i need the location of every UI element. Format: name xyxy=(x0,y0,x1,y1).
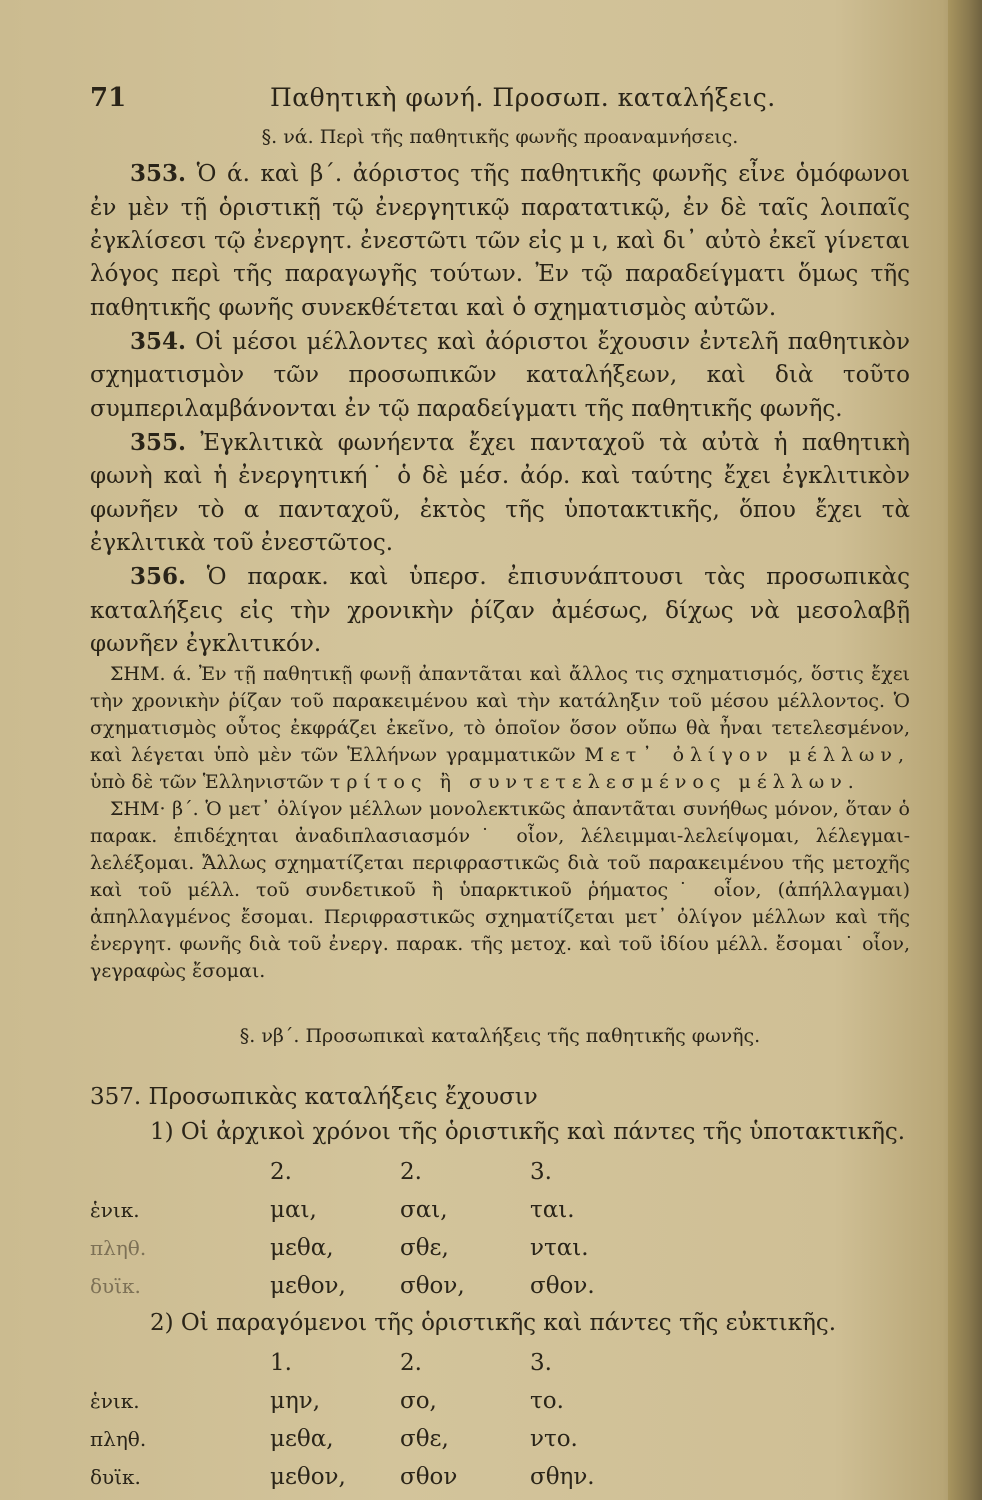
table-header-row xyxy=(90,1345,660,1383)
column-head: 2. xyxy=(400,1158,422,1185)
number-label: ἑνικ. xyxy=(90,1389,140,1414)
paragraph-353 xyxy=(90,157,910,325)
column-head: 3. xyxy=(530,1349,552,1376)
section-title-2: §. νβ΄. Προσωπικαὶ καταλήξεις τῆς παθητικῆς φωνῆς. xyxy=(239,1025,761,1048)
table-row xyxy=(90,1383,660,1421)
note-text: ὑπὸ δὲ τῶν Ἑλληνιστῶν xyxy=(90,771,324,794)
spaced-term: Μετ᾽ ὀλίγον μέλλων, xyxy=(584,744,910,767)
column-head: 2. xyxy=(400,1349,422,1376)
paragraph-number: 353. xyxy=(130,160,187,188)
ending-cell: σθε, xyxy=(400,1234,449,1261)
column-head: 3. xyxy=(530,1158,552,1185)
ending-cell: ντο. xyxy=(530,1425,578,1452)
number-label: δυϊκ. xyxy=(90,1273,141,1298)
ending-cell: σθε, xyxy=(400,1425,449,1452)
ending-cell: σαι, xyxy=(400,1196,448,1223)
column-head: 1. xyxy=(270,1349,292,1376)
paragraph-354 xyxy=(90,325,910,426)
paragraph-text: Ὁ ά. καὶ β΄. ἀόριστος τῆς παθητικῆς φωνῆς εἶνε ὁμόφωνοι ἐν μὲν τῇ ὁριστικῇ τῷ ἐνεργητικῷ παρατατικῷ, ἐν δὲ ταῖς λοιπαῖς ἐγκλίσεσι τῷ ἐνεργητ. ἐνεστῶτι τῶν εἰς μ ι, καὶ δι᾽ αὐτὸ ἐκεῖ γίνεται λόγος περὶ τῆς παραγωγῆς τούτων. Ἐν τῷ παραδείγματι ὅμως τῆς παθητικῆς φωνῆς συνεκθέτεται καὶ ὁ σχηματισμὸς αὐτῶν. xyxy=(90,161,911,321)
running-head: Παθητικὴ φωνή. Προσωπ. καταλήξεις. xyxy=(270,83,776,112)
ending-cell: σθον xyxy=(400,1463,458,1490)
paragraph-text: Ἐγκλιτικὰ φωνήεντα ἔχει πανταχοῦ τὰ αὐτὰ ἡ παθητικὴ φωνὴ καὶ ἡ ἐνεργητική˙ ὁ δὲ μέσ. ἀόρ. καὶ ταύτης ἔχει ἐγκλιτικὸν φωνῆεν τὸ α πανταχοῦ, ἐκτὸς τῆς ὑποτακτικῆς, ὅπου ἔχει τὰ ἐγκλιτικὰ τοῦ ἐνεστῶτος. xyxy=(90,429,910,557)
table-row xyxy=(90,1267,660,1305)
note-text: ΣΗΜ. ά. Ἐν τῇ παθητικῇ φωνῇ ἀπαντᾶται καὶ ἄλλος τις σχηματισμός, ὅστις ἔχει τὴν χρονικὴν ῥίζαν τοῦ παρακειμένου καὶ τὴν κατάληξιν τοῦ μέσου μέλλοντος. Ὁ σχηματισμὸς οὗτος ἐκφράζει ἐκεῖνο, τὸ ὁποῖον ὅσον οὔπω θὰ ἦναι τετελεσμένον, καὶ λέγεται ὑπὸ μὲν τῶν Ἑλλήνων γραμματικῶν xyxy=(90,663,910,767)
section-title-1: §. νά. Περὶ τῆς παθητικῆς φωνῆς προαναμνήσεις. xyxy=(261,125,739,148)
ending-cell: σθην. xyxy=(530,1463,595,1490)
ending-cell: μαι, xyxy=(270,1196,317,1223)
number-label: ἑνικ. xyxy=(90,1197,140,1222)
group-1-heading: 1) Οἱ ἀρχικοὶ χρόνοι τῆς ὁριστικῆς καὶ πάντες τῆς ὑποτακτικῆς. xyxy=(150,1118,906,1145)
note-1 xyxy=(90,661,910,796)
paragraph-text: Προσωπικὰς καταλήξεις ἔχουσιν xyxy=(148,1083,538,1110)
paragraph-number: 354. xyxy=(130,327,187,355)
column-head: 2. xyxy=(270,1158,292,1185)
ending-cell: σο, xyxy=(400,1387,437,1414)
ending-cell: ται. xyxy=(530,1196,575,1223)
paragraph-355 xyxy=(90,426,910,560)
paragraph-number: 356. xyxy=(130,563,187,591)
endings-table-1 xyxy=(90,1153,660,1305)
paragraph-text: Ὁ παρακ. καὶ ὑπερσ. ἐπισυνάπτουσι τὰς προσωπικὰς καταλήξεις εἰς τὴν χρονικὴν ῥίζαν ἀμέσως, δίχως νὰ μεσολαβῇ φωνῆεν ἐγκλιτικόν. xyxy=(90,564,910,658)
page-content xyxy=(90,80,910,1497)
ending-cell: μεθον, xyxy=(270,1272,346,1299)
ending-cell: σθον. xyxy=(530,1272,595,1299)
table-row xyxy=(90,1459,660,1497)
note-2: ΣΗΜ· β΄. Ὁ μετ᾽ ὀλίγον μέλλων μονολεκτικῶς ἀπαντᾶται συνήθως μόνον, ὅταν ὁ παρακ. ἐπιδέχηται ἀναδιπλασιασμόν˙ οἷον, λέλειμμαι-λελείψομαι, λέλεγμαι-λελέξομαι. Ἄλλως σχηματίζεται περιφραστικῶς διὰ τοῦ παρακειμένου τῆς μετοχῆς καὶ τοῦ μέλλ. τοῦ συνδετικοῦ ἢ ὑπαρκτικοῦ ῥήματος˙ οἷον, (ἀπήλλαγμαι) ἀπηλλαγμένος ἔσομαι. Περιφραστικῶς σχηματίζεται μετ᾽ ὀλίγον μέλλων καὶ τῆς ἐνεργητ. φωνῆς διὰ τοῦ ἐνεργ. παρακ. τῆς μετοχ. καὶ τοῦ ἰδίου μέλλ. ἔσομαι˙ οἷον, γεγραφὼς ἔσομαι. xyxy=(90,798,910,983)
ending-cell: νται. xyxy=(530,1234,589,1261)
paragraph-number: 357. xyxy=(90,1083,142,1110)
page-spine-edge xyxy=(948,0,982,1500)
endings-table-2 xyxy=(90,1345,660,1497)
table-row xyxy=(90,1421,660,1459)
number-label: δυϊκ. xyxy=(90,1465,141,1490)
paragraph-number: 355. xyxy=(130,428,187,456)
ending-cell: μην, xyxy=(270,1387,321,1414)
spaced-term: τρίτος ἢ συντετελεσμένος μέλλων. xyxy=(329,771,860,794)
group-2-heading: 2) Οἱ παραγόμενοι τῆς ὁριστικῆς καὶ πάντες τῆς εὐκτικῆς. xyxy=(150,1310,837,1337)
page-number: 71 xyxy=(90,83,127,113)
ending-cell: μεθα, xyxy=(270,1425,334,1452)
table-row xyxy=(90,1191,660,1229)
page-header xyxy=(90,80,910,118)
table-row xyxy=(90,1229,660,1267)
number-label: πληθ. xyxy=(90,1235,147,1260)
ending-cell: μεθον, xyxy=(270,1463,346,1490)
ending-cell: μεθα, xyxy=(270,1234,334,1261)
paragraph-356 xyxy=(90,560,910,661)
number-label: πληθ. xyxy=(90,1427,147,1452)
paragraph-357 xyxy=(90,1081,910,1114)
table-header-row xyxy=(90,1153,660,1191)
paragraph-text: Οἱ μέσοι μέλλοντες καὶ ἀόριστοι ἔχουσιν ἐντελῆ παθητικὸν σχηματισμὸν τῶν προσωπικῶν καταλήξεων, καὶ διὰ τοῦτο συμπεριλαμβάνονται ἐν τῷ παραδείγματι τῆς παθητικῆς φωνῆς. xyxy=(90,328,910,422)
ending-cell: το. xyxy=(530,1387,564,1414)
ending-cell: σθον, xyxy=(400,1272,465,1299)
